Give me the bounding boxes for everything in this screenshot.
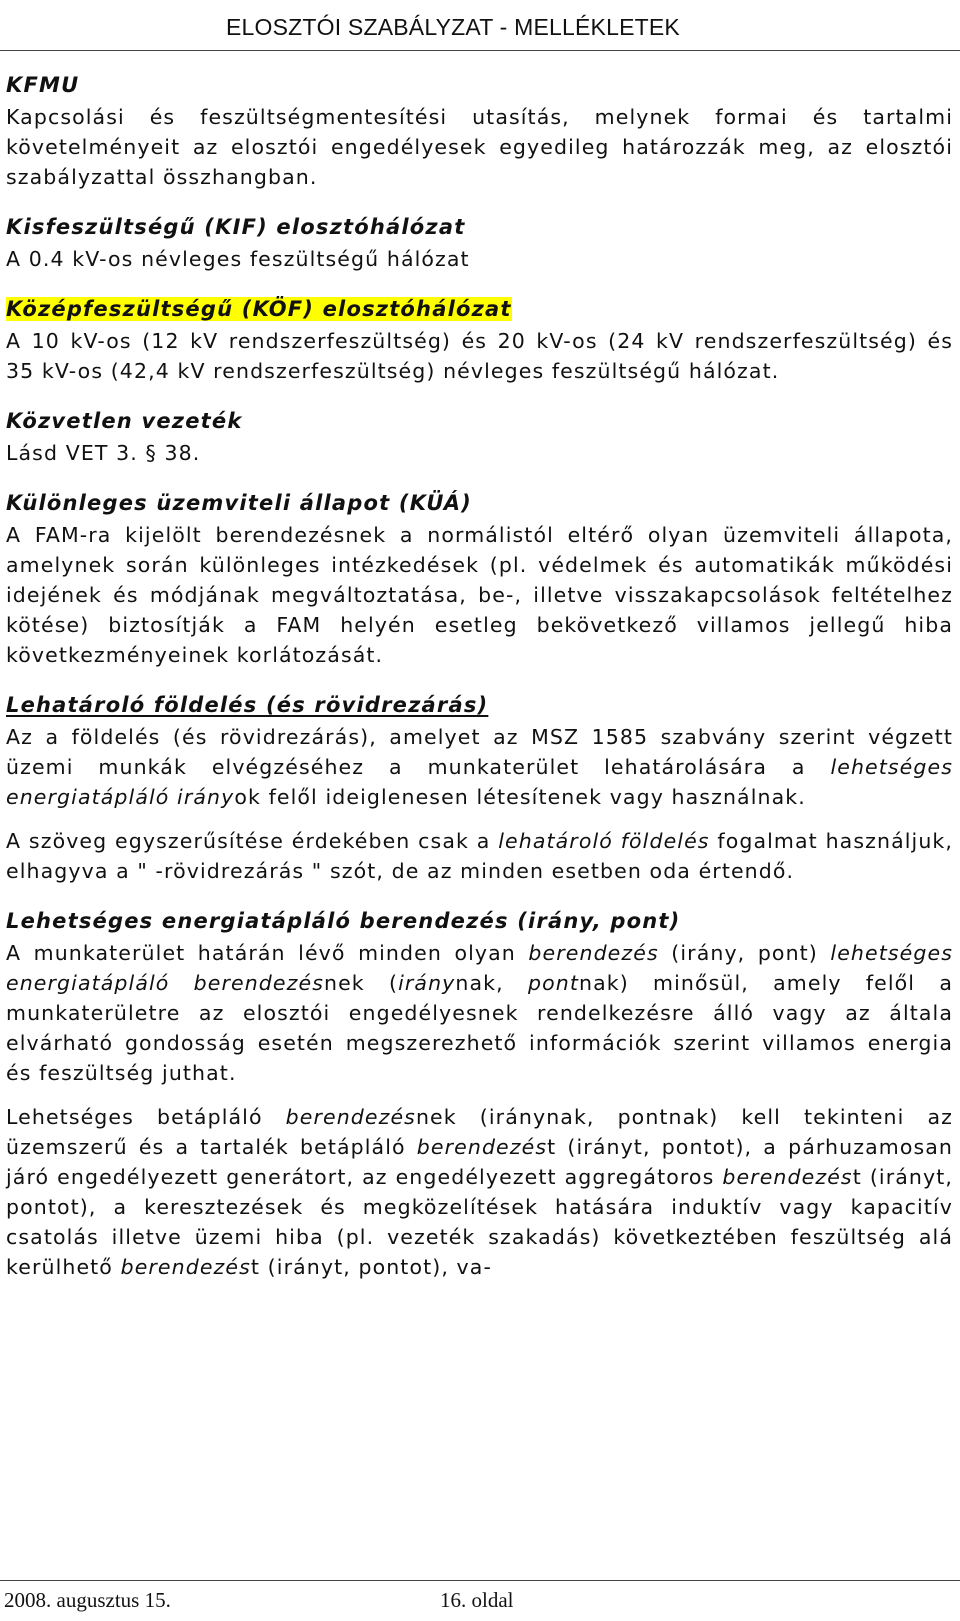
entry-kfmu — [6, 72, 953, 192]
footer-date: 2008. augusztus 15. — [4, 1588, 171, 1612]
term-heading: KFMU — [6, 73, 80, 97]
term-heading: Lehetséges energiatápláló berendezés (irány, pont) — [6, 909, 681, 933]
term-note: A szöveg egyszerűsítése érdekében csak a lehatároló földelés fogalmat használjuk, elhagyva a " -rövidrezárás " szót, de az minden esetben oda értendő. — [6, 829, 953, 883]
entry-kozvetlen-vezetek — [6, 408, 953, 468]
term-heading: Közvetlen vezeték — [6, 409, 243, 433]
highlighted-term: Középfeszültségű (KÖF) elosztóhálózat — [6, 297, 512, 321]
term-definition-continued: Lehetséges betápláló berendezésnek (iránynak, pontnak) kell tekinteni az üzemszerű és a tartalék betápláló berendezést (irányt, pontot), a párhuzamosan járó engedélyezett generátort, az engedélyezett aggregátoros berendezést (irányt, pontot), a keresztezések és megközelítések hatására induktív vagy kapacitív csatolás illetve üzemi hiba (pl. vezeték szakadás) következtében feszültség alá kerülhető berendezést (irányt, pontot), va- — [6, 1105, 954, 1279]
entry-lehatarolo-foldeles — [6, 692, 953, 886]
term-heading — [6, 692, 953, 718]
term-definition: A 0.4 kV-os névleges feszültségű hálózat — [6, 247, 470, 271]
term-definition: A munkaterület határán lévő minden olyan berendezés (irány, pont) lehetséges energiatápláló berendezésnek (iránynak, pontnak) minősül, amely felől a munkaterületre az elosztói engedélyesnek rendelkezésre álló vagy az általa elvárható gondosság esetén megszerezhető információk szerint villamos energia és feszültség juthat. — [6, 941, 953, 1085]
term-definition: Kapcsolási és feszültségmentesítési utasítás, melynek formai és tartalmi követelményeit az elosztói engedélyesek egyedileg határozzák meg, az elosztói szabályzattal összhangban. — [6, 105, 953, 189]
term-definition: A 10 kV-os (12 kV rendszerfeszültség) és 20 kV-os (24 kV rendszerfeszültség) és 35 kV-os (42,4 kV rendszerfeszültség) névleges feszültségű hálózat. — [6, 329, 953, 383]
entry-kof — [6, 296, 953, 386]
header-divider — [0, 50, 960, 51]
term-heading: Kisfeszültségű (KIF) elosztóhálózat — [6, 215, 466, 239]
term-definition: A FAM-ra kijelölt berendezésnek a normálistól eltérő olyan üzemviteli állapota, amelynek során különleges intézkedések (pl. védelmek és automatikák működési idejének és módjának megváltoztatása, be-, illetve visszakapcsolások feltételhez kötése) biztosítják a FAM helyén esetleg bekövetkező villamos jellegű hiba következményeinek korlátozását. — [6, 523, 953, 667]
page-number: 16. oldal — [440, 1588, 514, 1612]
underlined-term: Lehatároló földelés (és rövidrezárás) — [6, 693, 489, 717]
term-definition: Lásd VET 3. § 38. — [6, 441, 201, 465]
term-definition: Az a földelés (és rövidrezárás), amelyet az MSZ 1585 szabvány szerint végzett üzemi munkák elvégzéséhez a munkaterület lehatárolására a lehetséges energiatápláló irányok felől ideiglenesen létesítenek vagy használnak. — [6, 725, 953, 809]
document-body — [6, 72, 953, 1282]
entry-kua — [6, 490, 953, 670]
page-header — [0, 10, 960, 44]
term-heading: Különleges üzemviteli állapot (KÜÁ) — [6, 491, 472, 515]
term-heading — [6, 296, 953, 322]
document-title: ELOSZTÓI SZABÁLYZAT - MELLÉKLETEK — [226, 14, 680, 40]
footer-divider — [0, 1580, 960, 1581]
entry-lehetseges-energiataplalo — [6, 908, 953, 1282]
page-footer — [0, 1580, 960, 1614]
entry-kif — [6, 214, 953, 274]
